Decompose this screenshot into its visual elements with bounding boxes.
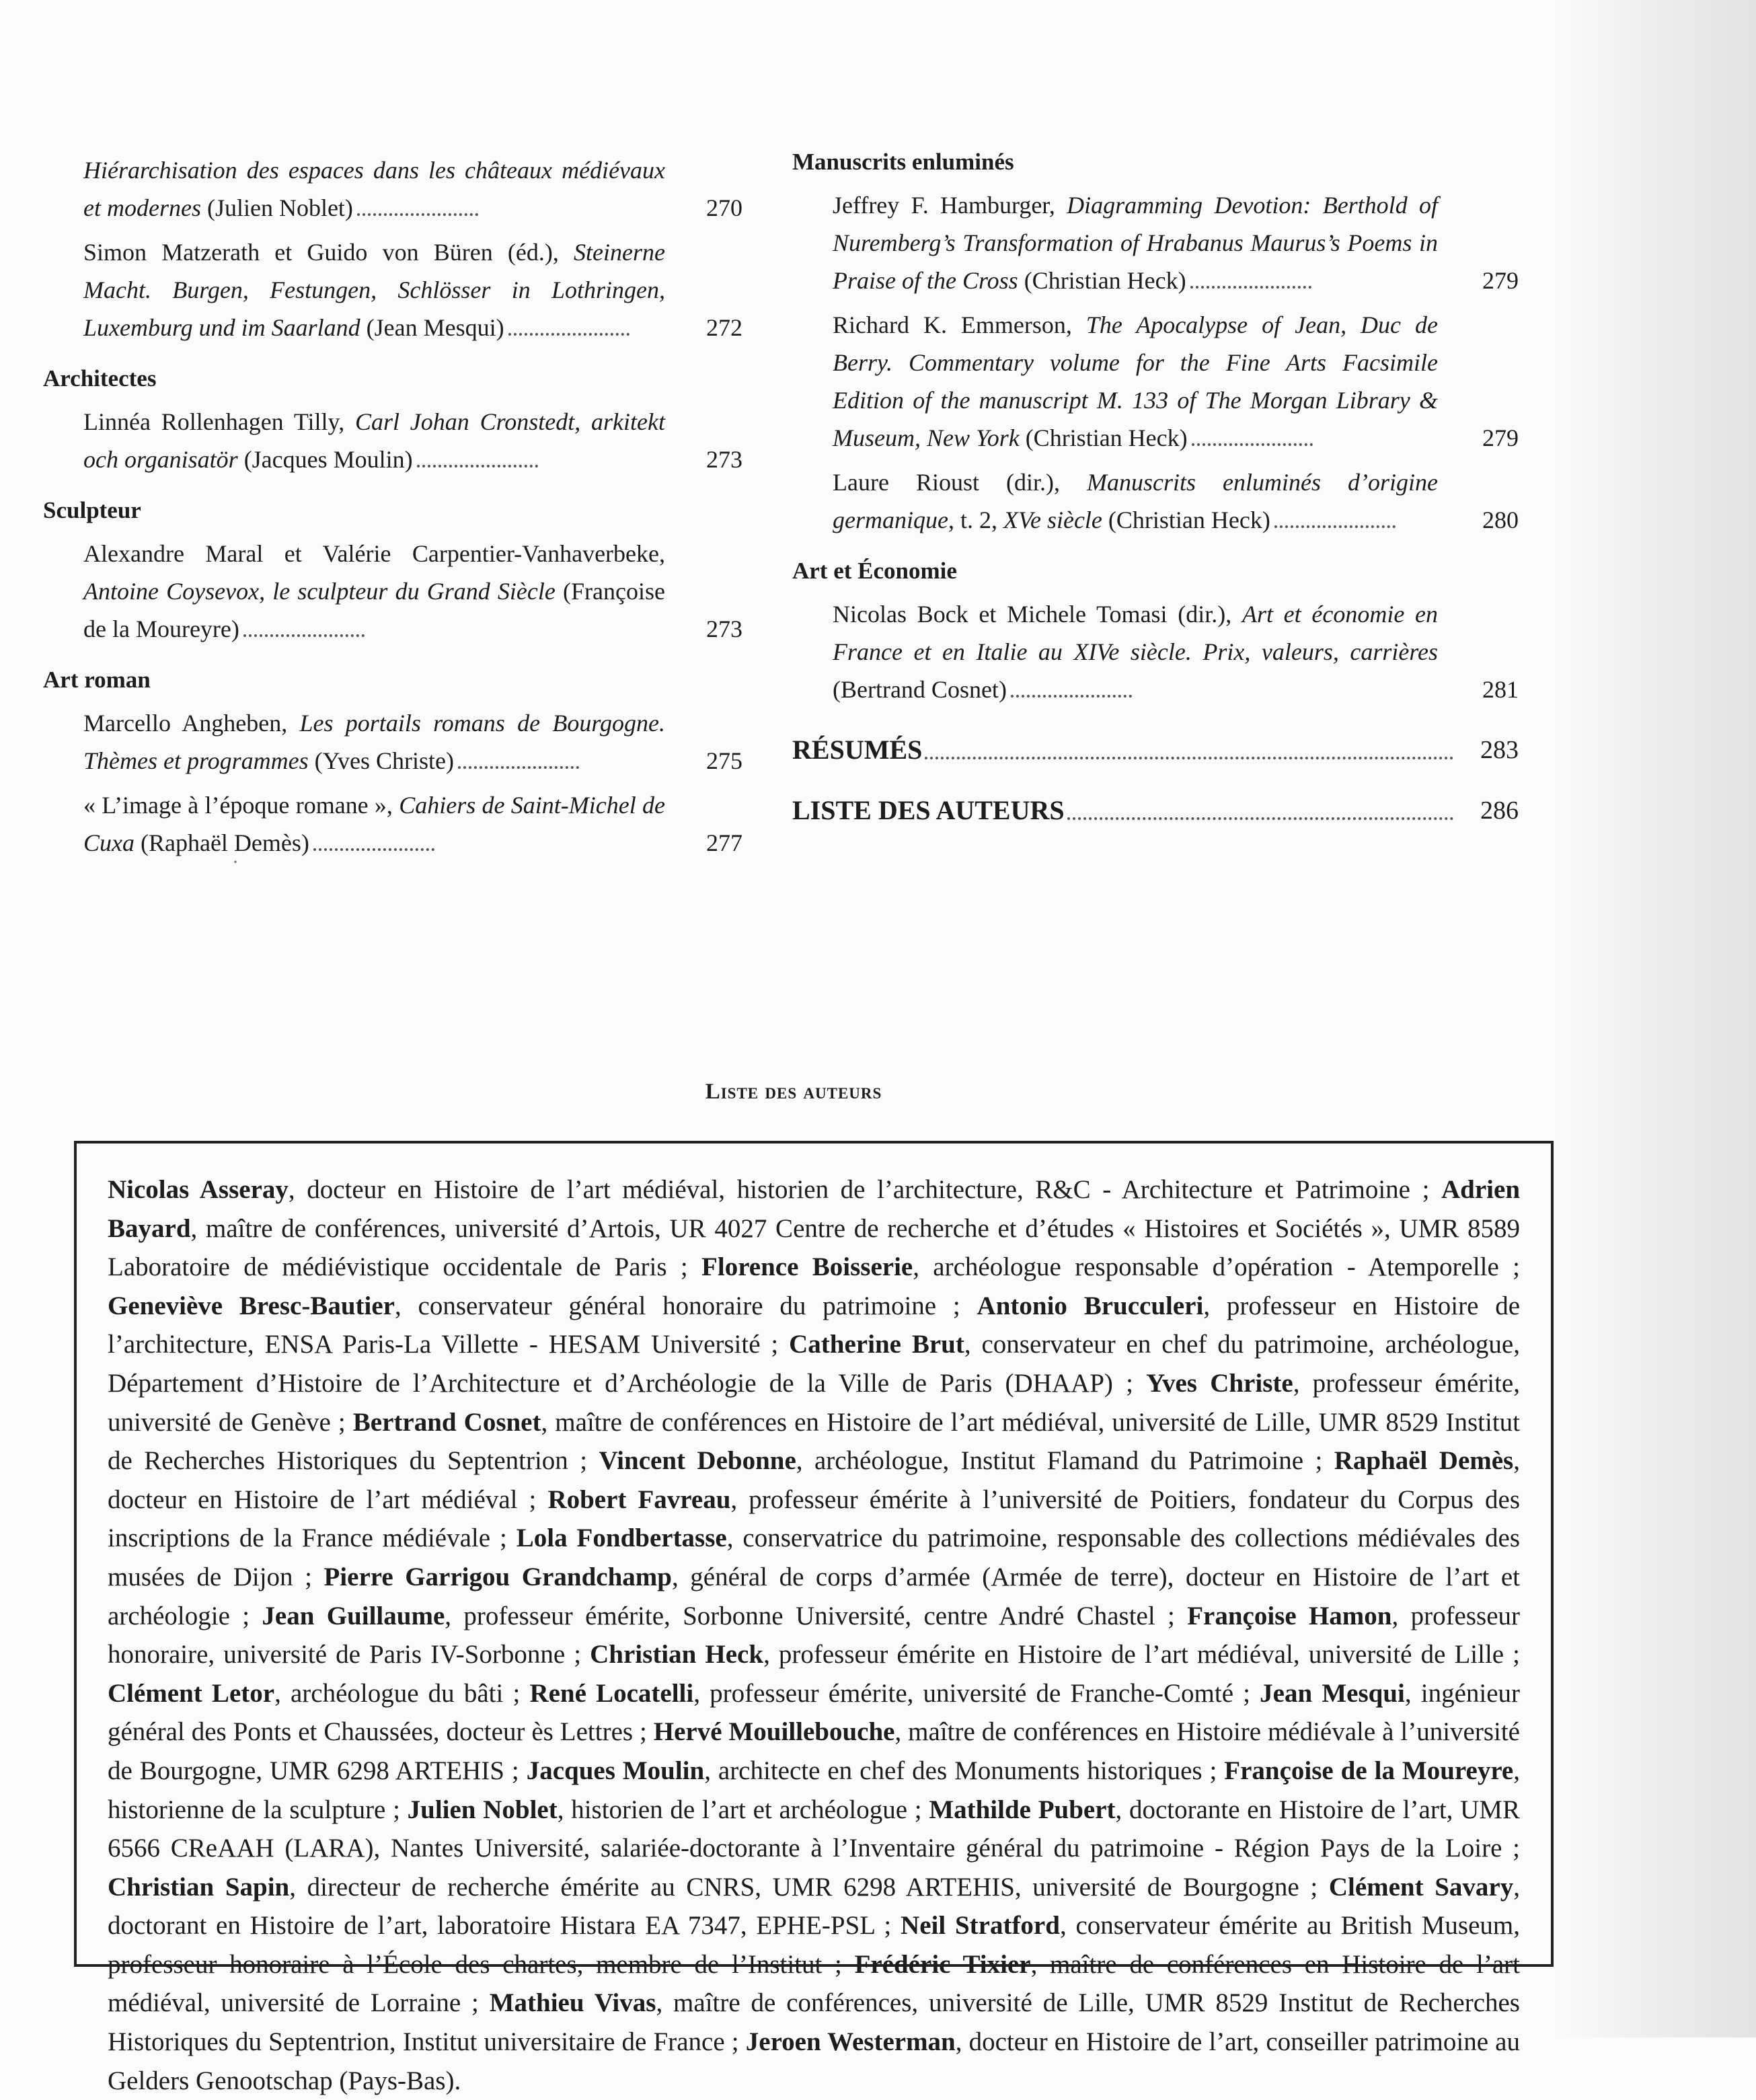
toc-entry-text: Linnéa Rollenhagen Tilly, Carl Johan Cronstedt, arkitekt och organisatör (Jacques Moulin) <box>83 408 665 473</box>
toc-page-number: 270 <box>706 194 742 221</box>
dot-leader <box>1067 817 1453 820</box>
toc-entry-text: Alexandre Maral et Valérie Carpentier-Vanhaverbeke, Antoine Coysevox, le sculpteur du Grand Siècle (Françoise de la Moureyre) <box>83 540 665 642</box>
author-name: Catherine Brut <box>789 1330 964 1359</box>
author-name: Antonio Brucculeri <box>977 1291 1204 1320</box>
toc-entry <box>833 463 1519 539</box>
author-name: Jean Mesqui <box>1260 1678 1405 1708</box>
author-description: , professeur émérite, université de Franche-Comté ; <box>693 1678 1260 1708</box>
author-name: Pierre Garrigou Grandchamp <box>323 1562 672 1591</box>
author-name: Jacques Moulin <box>526 1756 705 1785</box>
dot-leader <box>1011 694 1132 698</box>
toc-page-number: 275 <box>706 747 742 774</box>
toc-entry <box>83 151 742 227</box>
dot-leader <box>313 848 434 851</box>
author-name: René Locatelli <box>529 1678 694 1708</box>
author-description: , ingénieur général des Ponts et Chaussées, docteur ès Lettres ; <box>108 1678 1521 1747</box>
dot-leader <box>357 213 478 216</box>
toc-entry-text: « L’image à l’époque romane », Cahiers de Saint-Michel de Cuxa (Raphaël Demès) <box>83 792 665 856</box>
toc-entry <box>833 595 1519 708</box>
author-name: Clément Letor <box>108 1678 275 1708</box>
toc-main-entry <box>792 792 1519 829</box>
author-name: Françoise Hamon <box>1187 1601 1392 1630</box>
toc-section-heading: Art et Économie <box>792 558 957 584</box>
author-description: , historien de l’art et archéologue ; <box>557 1795 929 1824</box>
author-name: Jeroen Westerman <box>745 2027 956 2057</box>
toc-page-number: 273 <box>706 615 742 642</box>
author-description: , archéologue, Institut Flamand du Patrimoine ; <box>796 1446 1334 1476</box>
toc-entry <box>83 786 742 862</box>
author-description: , maître de conférences en Histoire de l’art médiéval, université de Lorraine ; <box>108 1949 1520 2018</box>
author-description: , archéologue responsable d’opération - Atemporelle ; <box>913 1252 1520 1282</box>
author-name: Julien Noblet <box>407 1795 558 1824</box>
author-name: Neil Stratford <box>901 1911 1060 1941</box>
toc-main-entry <box>792 731 1519 769</box>
dot-leader <box>458 765 579 769</box>
author-name: Geneviève Bresc-Bautier <box>108 1291 395 1320</box>
author-description: , professeur émérite, université de Genève ; <box>108 1368 1520 1437</box>
author-name: Hervé Mouillebouche <box>653 1717 895 1747</box>
author-name: Adrien Bayard <box>108 1175 1521 1243</box>
toc-section-heading: Architectes <box>43 365 157 391</box>
author-name: Christian Heck <box>590 1640 764 1670</box>
toc-entry-text: Hiérarchisation des espaces dans les châteaux médiévaux et modernes (Julien Noblet) <box>83 157 665 221</box>
toc-main-label: RÉSUMÉS <box>792 735 923 765</box>
author-name: Vincent Debonne <box>599 1446 796 1476</box>
toc-page-number: 283 <box>1480 736 1519 764</box>
dot-leader <box>925 757 1453 759</box>
toc-right-column <box>792 145 1519 829</box>
dot-leader <box>417 464 538 467</box>
author-description: , maître de conférences en Histoire médiévale à l’université de Bourgogne, UMR 6298 ARTEHIS ; <box>108 1717 1520 1785</box>
author-description: , maître de conférences, université d’Artois, UR 4027 Centre de recherche et d’études « Histoires et Sociétés », UMR 8589 Laboratoire de médiévistique occidentale de Paris ; <box>108 1213 1520 1282</box>
author-description: , conservateur général honoraire du patrimoine ; <box>394 1291 977 1320</box>
page-speck: · <box>232 851 239 873</box>
author-name: Frédéric Tixier <box>854 1949 1031 1979</box>
authors-heading: Liste des auteurs <box>705 1080 882 1104</box>
toc-entry <box>83 233 742 346</box>
toc-section-heading: Art roman <box>43 667 151 693</box>
author-description: , professeur honoraire, université de Paris IV-Sorbonne ; <box>108 1601 1521 1670</box>
author-description: , professeur émérite à l’université de Poitiers, fondateur du Corpus des inscriptions de la France médiévale ; <box>108 1485 1521 1553</box>
toc-main-label: LISTE DES AUTEURS <box>792 795 1065 825</box>
author-description: , directeur de recherche émérite au CNRS, UMR 6298 ARTEHIS, université de Bourgogne ; <box>289 1872 1329 1902</box>
toc-page-number: 280 <box>1482 507 1519 533</box>
author-name: Lola Fondbertasse <box>516 1524 727 1553</box>
toc-page-number: 273 <box>706 446 742 473</box>
toc-section-heading: Manuscrits enluminés <box>792 149 1014 175</box>
toc-page-number: 277 <box>706 829 742 856</box>
author-description: , docteur en Histoire de l’art médiéval ; <box>108 1446 1520 1514</box>
author-description: , général de corps d’armée (Armée de terre), docteur en Histoire de l’art et archéologie ; <box>108 1562 1520 1630</box>
toc-entry-text: Simon Matzerath et Guido von Büren (éd.), Steinerne Macht. Burgen, Festungen, Schlösser in Lothringen, Luxemburg und im Saarland (Jean Mesqui) <box>83 239 665 341</box>
author-description: , professeur en Histoire de l’architecture, ENSA Paris-La Villette - HESAM Université ; <box>108 1291 1521 1359</box>
author-name: Bertrand Cosnet <box>352 1407 541 1437</box>
author-name: Raphaël Demès <box>1334 1446 1514 1476</box>
dot-leader <box>243 634 365 637</box>
author-description: , doctorante en Histoire de l’art, UMR 6566 CReAAH (LARA), Nantes Université, salariée-doctorante à l’Inventaire général du patrimoine - Région Pays de la Loire ; <box>108 1795 1521 1863</box>
author-description: , historienne de la sculpture ; <box>108 1756 1520 1824</box>
author-description: , conservatrice du patrimoine, responsable des collections médiévales des musées de Dijon ; <box>108 1524 1520 1591</box>
author-description: , architecte en chef des Monuments historiques ; <box>704 1756 1225 1785</box>
author-name: Christian Sapin <box>108 1872 290 1902</box>
toc-page-number: 272 <box>706 314 742 341</box>
author-name: Yves Christe <box>1146 1368 1293 1398</box>
toc-page-number: 286 <box>1480 796 1519 825</box>
toc-page-number: 279 <box>1482 267 1519 294</box>
toc-left-column <box>43 145 742 862</box>
author-description: , doctorant en Histoire de l’art, laboratoire Histara EA 7347, EPHE-PSL ; <box>108 1872 1520 1941</box>
author-name: Robert Favreau <box>547 1485 731 1514</box>
author-name: Florence Boisserie <box>701 1252 913 1282</box>
toc-entry <box>833 306 1519 457</box>
author-name: Mathilde Pubert <box>929 1795 1116 1824</box>
author-description: , docteur en Histoire de l’art, conseiller patrimoine au Gelders Genootschap (Pays-Bas). <box>108 2027 1520 2095</box>
toc-page-number: 281 <box>1482 676 1519 703</box>
toc-entry-text: Laure Rioust (dir.), Manuscrits enluminés d’origine germanique, t. 2, XVe siècle (Christian Heck) <box>833 469 1438 533</box>
author-description: , conservateur émérite au British Museum, professeur honoraire à l’École des chartes, membre de l’Institut ; <box>108 1911 1520 1979</box>
authors-list-box <box>74 1141 1554 2095</box>
author-description: , maître de conférences, université de Lille, UMR 8529 Institut de Recherches Historiques du Septentrion, Institut universitaire de France ; <box>108 1988 1520 2057</box>
toc-entry-text: Marcello Angheben, Les portails romans de Bourgogne. Thèmes et programmes (Yves Christe) <box>83 710 666 774</box>
author-name: Mathieu Vivas <box>489 1988 656 2018</box>
toc-entry-text: Nicolas Bock et Michele Tomasi (dir.), Art et économie en France et en Italie au XIVe siècle. Prix, valeurs, carrières (Bertrand Cosnet) <box>833 601 1439 703</box>
toc-entry <box>833 186 1519 299</box>
toc-entry-text: Jeffrey F. Hamburger, Diagramming Devotion: Berthold of Nuremberg’s Transformation of Hrabanus Maurus’s Poems in Praise of the Cross (Christian Heck) <box>833 192 1438 294</box>
author-name: Jean Guillaume <box>262 1601 445 1630</box>
author-name: Françoise de la Moureyre <box>1224 1756 1514 1785</box>
toc-section-heading: Sculpteur <box>43 497 141 523</box>
dot-leader <box>1192 443 1313 446</box>
dot-leader <box>1274 525 1396 528</box>
dot-leader <box>508 332 629 336</box>
author-name: Clément Savary <box>1328 1872 1514 1902</box>
toc-entry <box>83 704 742 780</box>
author-description: , archéologue du bâti ; <box>274 1678 530 1708</box>
author-description: , professeur émérite, Sorbonne Université, centre André Chastel ; <box>445 1601 1188 1630</box>
toc-entry <box>83 535 742 648</box>
toc-page-number: 279 <box>1482 424 1519 451</box>
author-description: , maître de conférences en Histoire de l’art médiéval, université de Lille, UMR 8529 Institut de Recherches Historiques du Septentrion ; <box>108 1407 1520 1476</box>
page-edge-shadow <box>1554 0 1756 2037</box>
author-name: Nicolas Asseray <box>108 1175 289 1204</box>
toc-entry-text: Richard K. Emmerson, The Apocalypse of Jean, Duc de Berry. Commentary volume for the Fine Arts Facsimile Edition of the manuscript M. 133 of The Morgan Library & Museum, New York (Christian Heck) <box>833 311 1438 451</box>
dot-leader <box>1190 285 1311 289</box>
toc-entry <box>83 403 742 478</box>
author-description: , professeur émérite en Histoire de l’art médiéval, université de Lille ; <box>763 1640 1521 1670</box>
author-description: , conservateur en chef du patrimoine, archéologue, Département d’Histoire de l’Architecture et d’Archéologie de la Ville de Paris (DHAAP) ; <box>108 1330 1520 1398</box>
author-description: , docteur en Histoire de l’art médiéval, historien de l’architecture, R&C - Architecture et Patrimoine ; <box>288 1175 1442 1204</box>
